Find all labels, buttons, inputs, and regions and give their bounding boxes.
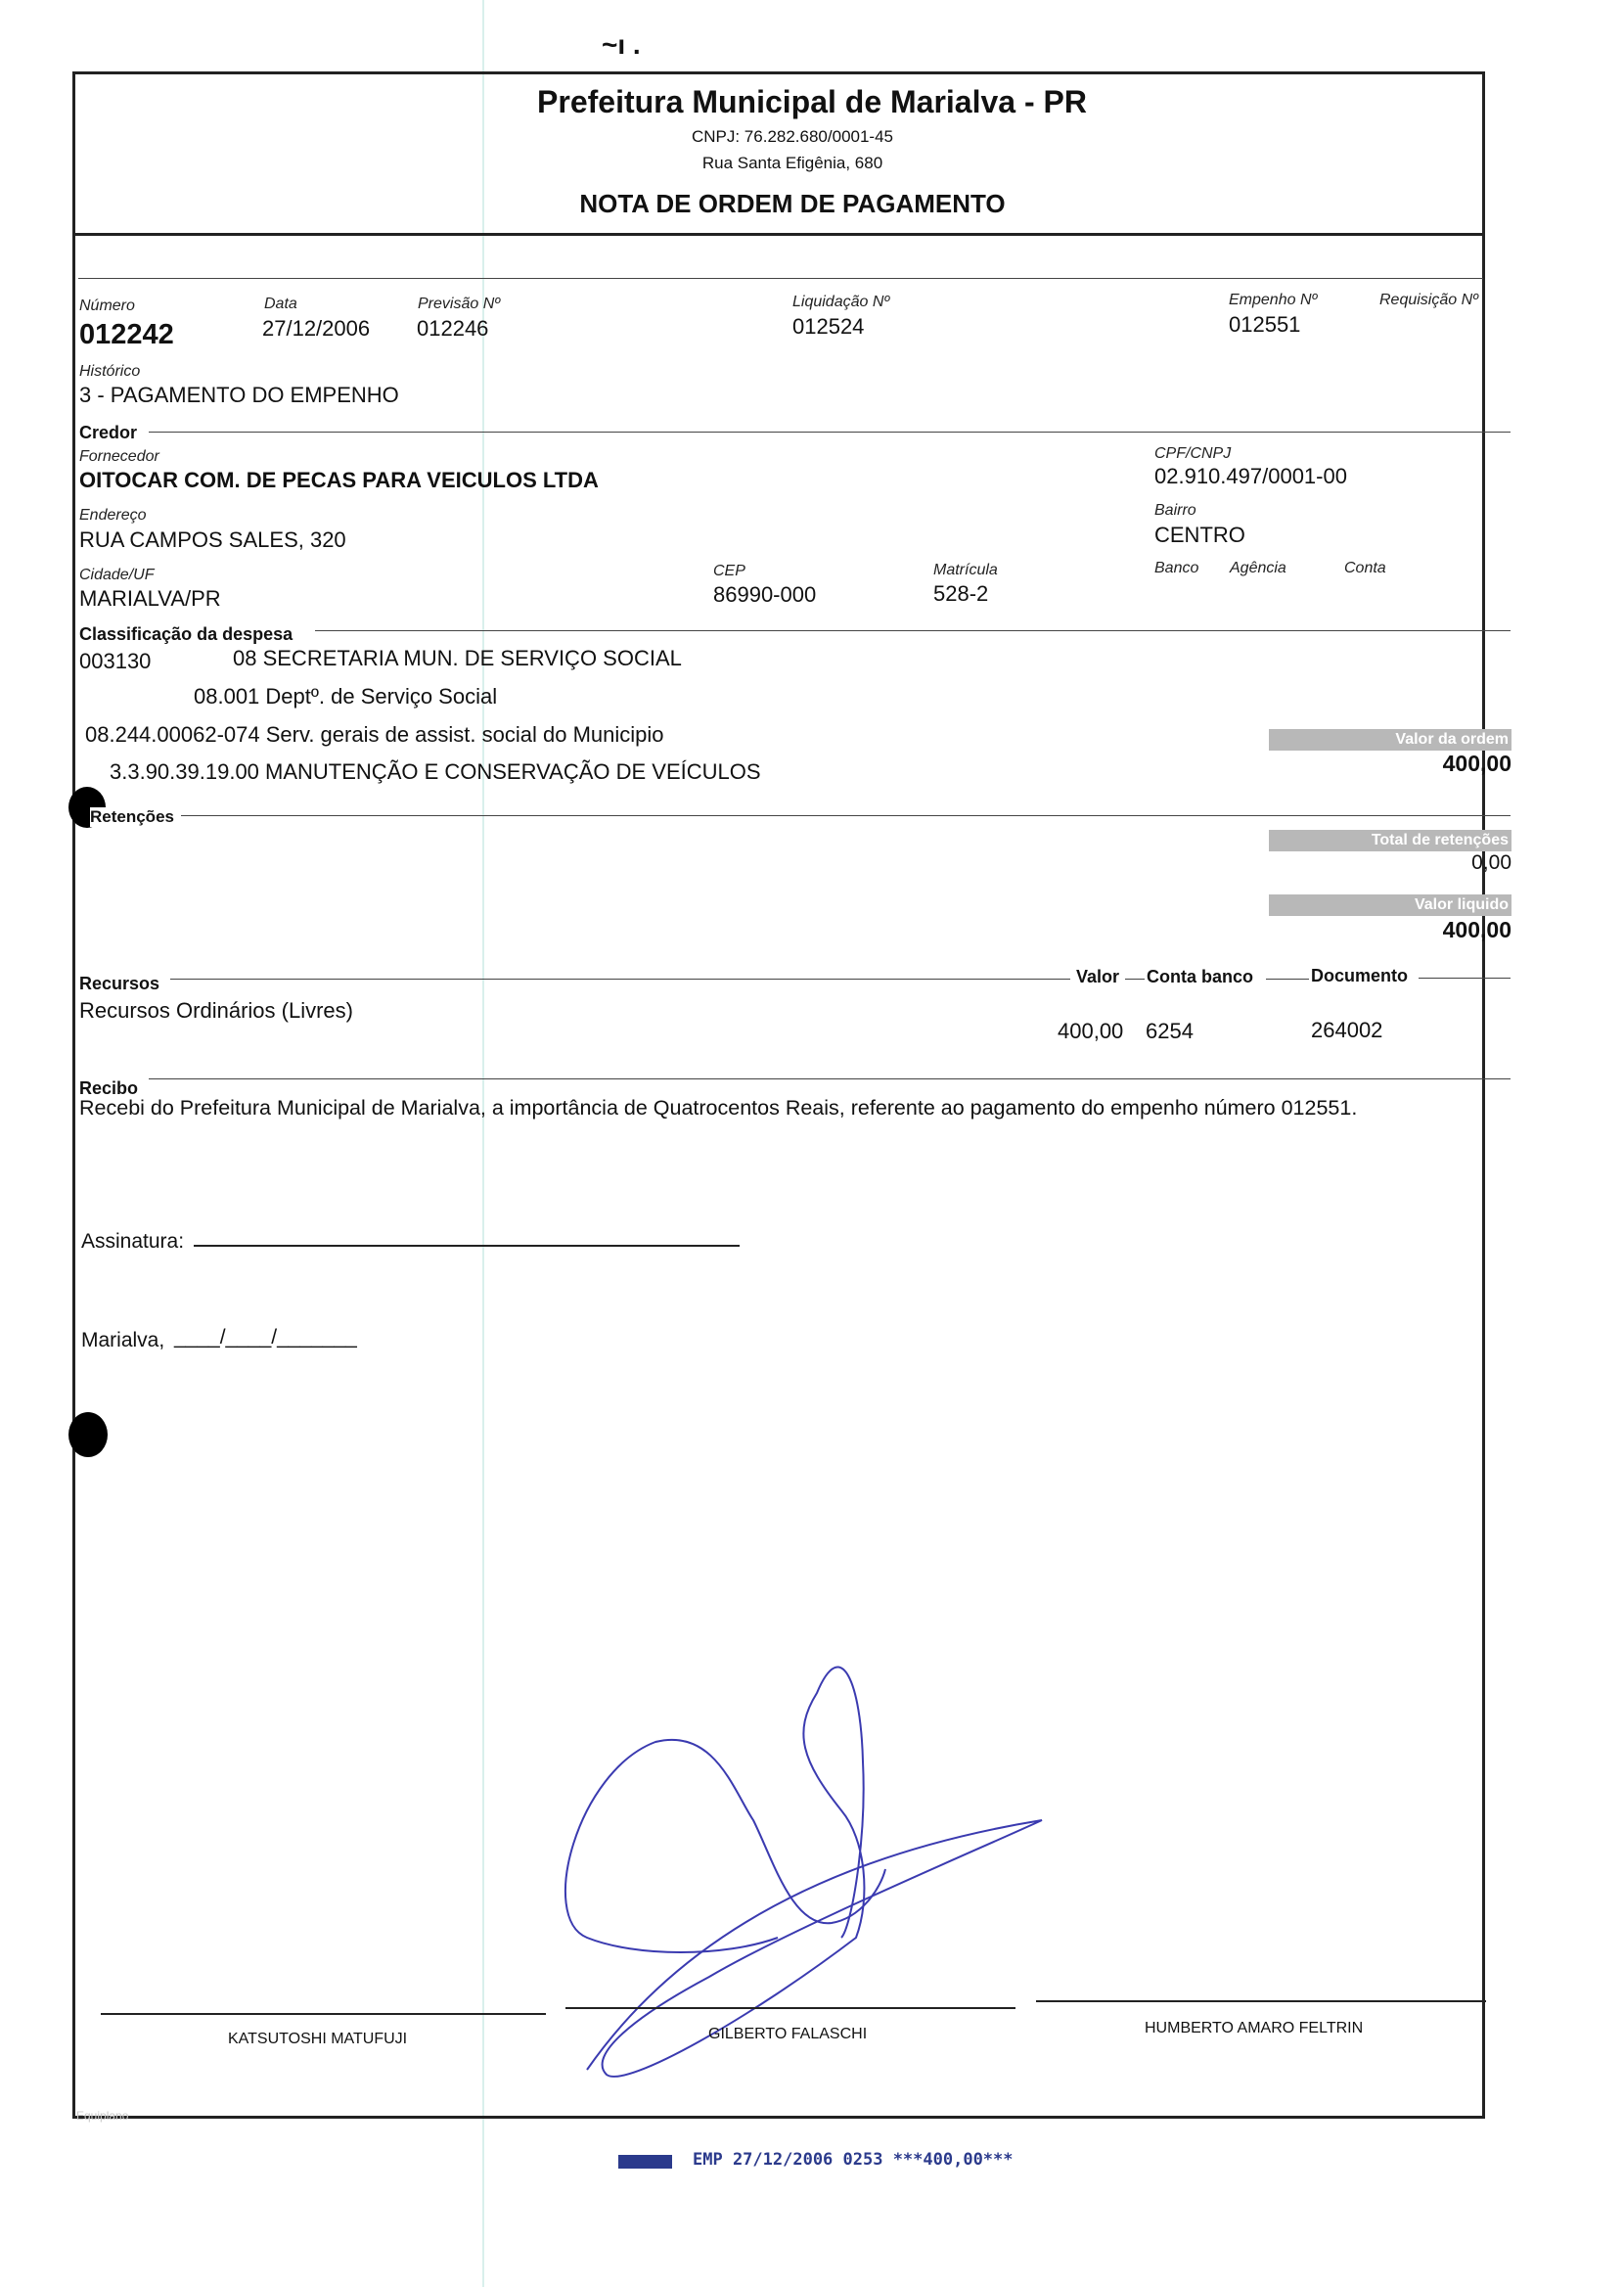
- total-retencoes-label: Total de retenções: [1269, 830, 1511, 851]
- signatory-1: KATSUTOSHI MATUFUJI: [228, 2031, 408, 2047]
- footer-brand: Equiplano: [76, 2109, 129, 2123]
- recursos-valor: 400,00: [1058, 1019, 1124, 1043]
- recursos-conta-label: Conta banco: [1147, 967, 1254, 986]
- bairro-label: Bairro: [1154, 502, 1196, 519]
- classificacao-divider: [315, 630, 1511, 631]
- classificacao-line4: 3.3.90.39.19.00 MANUTENÇÃO E CONSERVAÇÃO DE VEÍCULOS: [110, 759, 761, 784]
- recursos-divider-3: [1266, 979, 1309, 980]
- signature-line-1: [101, 2013, 546, 2015]
- previsao-value: 012246: [417, 316, 489, 341]
- date-blanks: ____/____/_______: [174, 1326, 357, 1349]
- document-title: NOTA DE ORDEM DE PAGAMENTO: [579, 189, 1006, 218]
- assinatura-line: [194, 1245, 740, 1247]
- credor-divider: [149, 432, 1511, 433]
- local-label: Marialva,: [81, 1329, 165, 1351]
- conta-label: Conta: [1344, 560, 1386, 576]
- endereco-value: RUA CAMPOS SALES, 320: [79, 527, 346, 552]
- signature-line-2: [565, 2007, 1015, 2009]
- cep-value: 86990-000: [713, 582, 817, 607]
- total-retencoes-value: 0,00: [1471, 851, 1511, 874]
- valor-liquido-value: 400,00: [1442, 917, 1511, 942]
- recursos-documento-label: Documento: [1311, 966, 1408, 985]
- recursos-divider-2: [1125, 979, 1145, 980]
- valor-ordem-label: Valor da ordem: [1269, 729, 1511, 751]
- stamp-logo: [618, 2155, 672, 2169]
- valor-ordem-value: 400,00: [1442, 751, 1511, 776]
- cep-label: CEP: [713, 563, 745, 579]
- recursos-section: Recursos: [79, 974, 160, 993]
- historico-label: Histórico: [79, 363, 141, 380]
- recursos-documento: 264002: [1311, 1018, 1383, 1042]
- punch-hole-2: [68, 1412, 108, 1457]
- bairro-value: CENTRO: [1154, 523, 1245, 547]
- recursos-divider: [170, 979, 1070, 980]
- matricula-label: Matrícula: [933, 562, 998, 578]
- matricula-value: 528-2: [933, 581, 989, 606]
- signature-line-3: [1036, 2000, 1486, 2002]
- classificacao-line3: 08.244.00062-074 Serv. gerais de assist. social do Municipio: [85, 722, 664, 747]
- classificacao-code: 003130: [79, 649, 152, 673]
- data-label: Data: [264, 296, 297, 312]
- credor-section: Credor: [79, 423, 138, 442]
- page-title: Prefeitura Municipal de Marialva - PR: [537, 84, 1087, 119]
- signatory-2: GILBERTO FALASCHI: [708, 2026, 868, 2042]
- recibo-section: Recibo: [79, 1078, 139, 1098]
- classificacao-line2: 08.001 Deptº. de Serviço Social: [194, 684, 498, 709]
- recursos-divider-4: [1419, 978, 1511, 979]
- liquidacao-label: Liquidação Nº: [792, 294, 890, 310]
- numero-value: 012242: [79, 319, 174, 350]
- signatory-3: HUMBERTO AMARO FELTRIN: [1145, 2020, 1364, 2036]
- id-divider: [78, 278, 1483, 279]
- banco-label: Banco: [1154, 560, 1199, 576]
- recursos-valor-label: Valor: [1076, 967, 1120, 986]
- data-value: 27/12/2006: [262, 316, 371, 341]
- header-address: Rua Santa Efigênia, 680: [701, 154, 883, 172]
- empenho-value: 012551: [1229, 312, 1301, 337]
- cidade-label: Cidade/UF: [79, 567, 155, 583]
- numero-label: Número: [79, 297, 135, 314]
- recibo-divider: [149, 1078, 1511, 1079]
- liquidacao-value: 012524: [792, 314, 865, 339]
- fornecedor-value: OITOCAR COM. DE PECAS PARA VEICULOS LTDA: [79, 468, 599, 492]
- header-cnpj: CNPJ: 76.282.680/0001-45: [691, 127, 894, 146]
- classificacao-section: Classificação da despesa: [79, 624, 293, 644]
- assinatura-label: Assinatura:: [81, 1230, 185, 1253]
- header-divider: [72, 233, 1485, 236]
- agencia-label: Agência: [1230, 560, 1286, 576]
- endereco-label: Endereço: [79, 507, 147, 524]
- empenho-label: Empenho Nº: [1229, 292, 1318, 308]
- recursos-descricao: Recursos Ordinários (Livres): [79, 998, 353, 1023]
- previsao-label: Previsão Nº: [418, 296, 501, 312]
- cpf-label: CPF/CNPJ: [1154, 445, 1232, 462]
- classificacao-line1: 08 SECRETARIA MUN. DE SERVIÇO SOCIAL: [233, 646, 682, 670]
- cpf-value: 02.910.497/0001-00: [1154, 464, 1347, 488]
- fornecedor-label: Fornecedor: [79, 448, 159, 465]
- cidade-value: MARIALVA/PR: [79, 586, 221, 611]
- historico-value: 3 - PAGAMENTO DO EMPENHO: [79, 383, 399, 407]
- stamp-text: EMP 27/12/2006 0253 ***400,00***: [693, 2150, 1014, 2170]
- retencoes-section: Retenções: [90, 807, 174, 826]
- retencoes-divider: [181, 815, 1511, 816]
- recursos-conta: 6254: [1146, 1019, 1194, 1043]
- requisicao-label: Requisição Nº: [1379, 292, 1478, 308]
- top-marks: ~ı .: [602, 29, 641, 60]
- valor-liquido-label: Valor liquido: [1269, 894, 1511, 916]
- recibo-text: Recebi do Prefeitura Municipal de Marialva, a importância de Quatrocentos Reais, referente ao pagamento do empenho número 012551.: [79, 1096, 1358, 1120]
